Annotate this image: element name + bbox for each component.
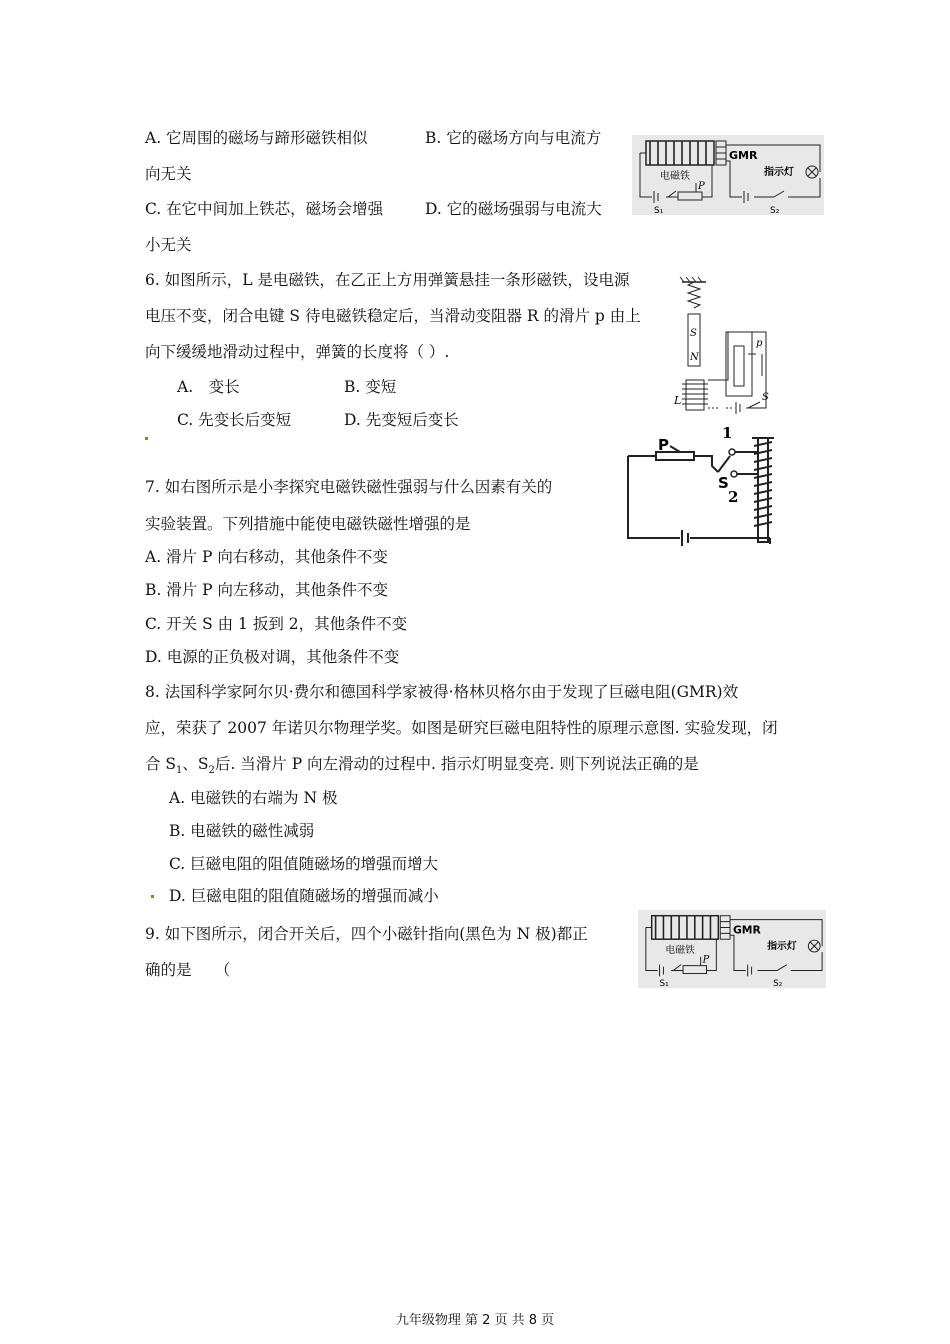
- fig7-s-label: S: [718, 474, 729, 492]
- fig6-n-pole: N: [690, 352, 699, 363]
- spring-magnet-figure: [672, 276, 790, 424]
- q6-line-2: 电压不变，闭合电键 S 待电磁铁稳定后，当滑动变阻器 R 的滑片 p 由上: [145, 307, 641, 325]
- q7-option-c: C. 开关 S 由 1 扳到 2，其他条件不变: [145, 615, 408, 633]
- s1-label: S₁: [654, 206, 664, 215]
- gmr-label: GMR: [729, 149, 758, 162]
- q7-line-1: 7. 如右图所示是小李探究电磁铁磁性强弱与什么因素有关的: [145, 478, 553, 496]
- fig6-s-pole: S: [690, 328, 697, 339]
- q8-option-c: C. 巨磁电阻的阻值随磁场的增强而增大: [169, 855, 439, 873]
- electromagnet-switch-figure: [624, 424, 784, 548]
- fig7-p-label: P: [658, 436, 669, 454]
- fig6-l-label: L: [674, 394, 682, 407]
- stray-dot-2: [151, 895, 154, 898]
- q9-line-1: 9. 如下图所示，闭合开关后，四个小磁针指向(黑色为 N 极)都正: [145, 925, 588, 943]
- electromagnet-label: 电磁铁: [660, 171, 690, 182]
- q5-option-a: A. 它周围的磁场与蹄形磁铁相似: [145, 129, 368, 147]
- q9-line-2: 确的是 （: [145, 961, 231, 979]
- page-footer: 九年级物理 第 2 页 共 8 页: [395, 1313, 555, 1328]
- q5-option-b: B. 它的磁场方向与电流方: [425, 129, 602, 147]
- q7-line-2: 实验装置。下列措施中能使电磁铁磁性增强的是: [145, 515, 471, 533]
- q8-line-2: 应，荣获了 2007 年诺贝尔物理学奖。如图是研究巨磁电阻特性的原理示意图. 实验发现，闭: [145, 719, 778, 737]
- stray-dot-1: [145, 437, 148, 440]
- q6-line-3: 向下缓缓地滑动过程中，弹簧的长度将（ ）.: [145, 343, 450, 361]
- q6-line-1: 6. 如图所示，L 是电磁铁，在乙正上方用弹簧悬挂一条形磁铁，设电源: [145, 271, 630, 289]
- q5-option-d: D. 它的磁场强弱与电流大: [425, 200, 602, 218]
- s2-label-2: S₂: [773, 979, 783, 989]
- q5-option-d-continued: 小无关: [145, 236, 192, 254]
- q8-line-1: 8. 法国科学家阿尔贝·费尔和德国科学家被得·格林贝格尔由于发现了巨磁电阻(GMR)效: [145, 683, 739, 701]
- q6-option-c: C. 先变长后变短: [177, 411, 292, 429]
- electromagnet-label-2: 电磁铁: [665, 944, 695, 956]
- fig7-contact-2: 2: [728, 488, 739, 506]
- q8-line-3: 合 $S_1$、$S_2$后. 当滑片 P 向左滑动的过程中. 指示灯明显变亮. 则下列说法正确的是: [145, 755, 699, 777]
- fig6-p-label: p: [756, 338, 763, 349]
- fig7-contact-1: 1: [722, 424, 733, 442]
- q7-option-d: D. 电源的正负极对调，其他条件不变: [145, 648, 400, 666]
- s1-label-2: S₁: [659, 979, 669, 989]
- gmr-label-2: GMR: [732, 923, 761, 937]
- gmr-circuit-figure-top: [632, 135, 824, 215]
- s2-label: S₂: [770, 206, 780, 215]
- q6-option-a: A. 变长: [177, 378, 240, 396]
- q5-option-b-continued: 向无关: [145, 165, 192, 183]
- p-label-2: P: [702, 954, 710, 966]
- q7-option-b: B. 滑片 P 向左移动，其他条件不变: [145, 581, 389, 599]
- fig6-switch-label: S: [762, 392, 769, 403]
- q7-option-a: A. 滑片 P 向右移动，其他条件不变: [145, 548, 388, 566]
- p-label: P: [698, 181, 705, 192]
- q5-option-c: C. 在它中间加上铁芯，磁场会增强: [145, 200, 384, 218]
- q6-option-d: D. 先变短后变长: [344, 411, 459, 429]
- indicator-label: 指示灯: [764, 167, 794, 178]
- q8-option-b: B. 电磁铁的磁性减弱: [169, 822, 315, 840]
- indicator-label-2: 指示灯: [767, 941, 797, 952]
- q8-option-a: A. 电磁铁的右端为 N 极: [169, 789, 338, 807]
- gmr-circuit-figure-bottom: [638, 909, 826, 989]
- q8-option-d: D. 巨磁电阻的阻值随磁场的增强而减小: [169, 887, 439, 905]
- q6-option-b: B. 变短: [344, 378, 397, 396]
